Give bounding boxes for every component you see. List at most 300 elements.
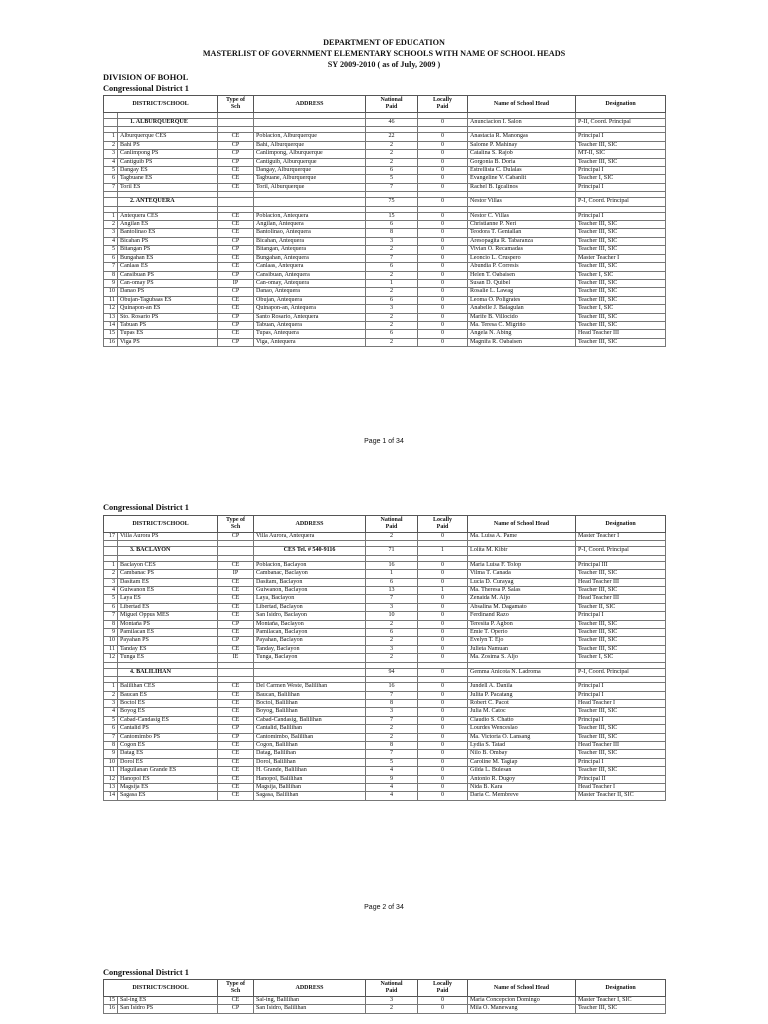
locally-paid: 0 [418,246,468,254]
table-row [104,296,666,304]
locally-paid: 0 [418,212,468,220]
row-number: 12 [104,775,118,783]
school-name: Sal-ing ES [118,997,218,1005]
locally-paid: 0 [418,133,468,141]
table-row [104,1005,666,1013]
school-head: Marife B. Villocido [468,313,576,321]
address: Tabuan, Antequera [254,321,366,329]
table-row [104,733,666,741]
school-head: Gemma Anicota N. Ladroma [468,668,576,676]
division-label: DIVISION OF BOHOL [103,73,189,82]
national-paid: 46 [366,119,418,127]
locally-paid: 0 [418,229,468,237]
address: Tupas, Antequera [254,330,366,338]
district-summary-row [104,547,666,555]
national-paid: 13 [366,587,418,595]
table-row [104,263,666,271]
row-number: 5 [104,246,118,254]
address: Danao, Antequera [254,288,366,296]
school-name: Angilan ES [118,221,218,229]
row-number: 5 [104,167,118,175]
designation: Teacher III, SIC [576,237,666,245]
designation: Teacher I, SIC [576,271,666,279]
row-number: 2 [104,570,118,578]
row-number: 2 [104,691,118,699]
designation: Teacher III, SIC [576,637,666,645]
address: Datag, Balilihan [254,750,366,758]
school-type: CE [218,767,254,775]
school-head: Claudio S. Chatto [468,716,576,724]
school-type: CE [218,183,254,191]
district-summary-row [104,198,666,206]
designation: Teacher III, SIC [576,158,666,166]
row-number: 4 [104,158,118,166]
school-type: CE [218,578,254,586]
address: Dorol, Balilihan [254,758,366,766]
table-row [104,603,666,611]
school-head: Rachel B. Igcalinos [468,183,576,191]
school-head: Ma. Teresa C. Migriño [468,321,576,329]
row-number: 16 [104,338,118,346]
school-type: CE [218,296,254,304]
school-head: Evangeline V. Cabanlit [468,175,576,183]
address: Guiwanon, Baclayon [254,587,366,595]
school-name: Obujan-Tagubaas ES [118,296,218,304]
school-type: CP [218,338,254,346]
table-row [104,229,666,237]
school-head: Caroline M. Tagiap [468,758,576,766]
address: San Isidro, Balilihan [254,1005,366,1013]
table-row [104,533,666,541]
school-type: CP [218,313,254,321]
address: Boctol, Balilihan [254,699,366,707]
address: Obujan, Antequera [254,296,366,304]
designation: Teacher I, SIC [576,654,666,662]
school-head: Ferdinand Razo [468,612,576,620]
school-name: Boctol ES [118,699,218,707]
school-name: Laya ES [118,595,218,603]
address: Dangay, Alburquerque [254,167,366,175]
designation: Teacher III, SIC [576,725,666,733]
address: Del Carmen Weste, Balilihan [254,683,366,691]
school-head: Nestor Villas [468,198,576,206]
col-header-address: ADDRESS [254,516,366,533]
locally-paid: 0 [418,775,468,783]
row-number: 7 [104,263,118,271]
address: San Isidro, Baclayon [254,612,366,620]
table-row [104,741,666,749]
address: Poblacion, Antequera [254,212,366,220]
school-head: Salome P. Mahinay [468,141,576,149]
designation: Teacher III, SIC [576,570,666,578]
designation: Teacher III, SIC [576,733,666,741]
national-paid: 2 [366,637,418,645]
row-number: 6 [104,725,118,733]
col-header-designation: Designation [576,96,666,113]
row-number: 9 [104,750,118,758]
address: Canlaas, Antequera [254,263,366,271]
row-number: 3 [104,699,118,707]
school-type: CE [218,603,254,611]
district-name: 4. BALILIHAN [118,668,218,676]
school-type: CP [218,271,254,279]
school-head: Anastacia R. Manongas [468,133,576,141]
school-head: Helen T. Oabaisen [468,271,576,279]
school-type: CP [218,620,254,628]
school-name: Dorol ES [118,758,218,766]
row-number: 17 [104,533,118,541]
table-row [104,221,666,229]
national-paid: 15 [366,212,418,220]
row-number: 14 [104,792,118,800]
row-number: 5 [104,716,118,724]
col-header-school-head: Name of School Head [468,96,576,113]
school-type: CE [218,587,254,595]
school-type: CP [218,1005,254,1013]
row-number [104,547,118,555]
locally-paid: 0 [418,279,468,287]
national-paid: 3 [366,603,418,611]
national-paid: 4 [366,767,418,775]
school-name: Hanopol ES [118,775,218,783]
school-type: CE [218,561,254,569]
col-header-address: ADDRESS [254,96,366,113]
locally-paid: 0 [418,637,468,645]
school-name: Cambanac PS [118,570,218,578]
school-type: CP [218,288,254,296]
row-number: 6 [104,175,118,183]
table-row [104,997,666,1005]
school-type: IP [218,570,254,578]
school-name: Guiwanon ES [118,587,218,595]
schools-table [103,979,666,1014]
col-header-district-school: DISTRICT/SCHOOL [104,516,218,533]
row-number: 8 [104,741,118,749]
table-row [104,246,666,254]
designation: Teacher III, SIC [576,279,666,287]
school-head: Lydia S. Tatad [468,741,576,749]
address: Cogon, Balilihan [254,741,366,749]
national-paid: 6 [366,296,418,304]
school-name: Baclayon CES [118,561,218,569]
national-paid: 3 [366,645,418,653]
school-name: Dasitam ES [118,578,218,586]
address: Angilan, Antequera [254,221,366,229]
designation: Principal I [576,691,666,699]
school-type: CE [218,708,254,716]
row-number: 15 [104,330,118,338]
school-name: Bungahan ES [118,254,218,262]
school-name: Payahan PS [118,637,218,645]
national-paid: 1 [366,279,418,287]
national-paid: 94 [366,668,418,676]
school-type: CE [218,212,254,220]
locally-paid: 0 [418,175,468,183]
row-number: 7 [104,183,118,191]
school-head: Maria Luisa F. Tolop [468,561,576,569]
school-head: Lucia D. Curayag [468,578,576,586]
address: Canlimpong, Alburquerque [254,150,366,158]
school-name: Dangay ES [118,167,218,175]
locally-paid: 0 [418,570,468,578]
national-paid: 10 [366,612,418,620]
row-number: 6 [104,254,118,262]
national-paid: 7 [366,691,418,699]
table-row [104,683,666,691]
locally-paid: 0 [418,296,468,304]
national-paid: 6 [366,578,418,586]
locally-paid: 0 [418,654,468,662]
district-summary-row [104,119,666,127]
school-name: Pamilacan ES [118,629,218,637]
district-name: 3. BACLAYON [118,547,218,555]
school-type: IE [218,654,254,662]
locally-paid: 0 [418,321,468,329]
school-head: Teresita P. Agbon [468,620,576,628]
address: Quinapon-an, Antequera [254,305,366,313]
designation: Principal I [576,683,666,691]
designation: Teacher I, SIC [576,305,666,313]
school-name: Tanday ES [118,645,218,653]
school-head: Christianne P. Neri [468,221,576,229]
national-paid: 16 [366,561,418,569]
school-name: Cantomimbo PS [118,733,218,741]
designation: P-I, Coord. Principal [576,198,666,206]
table-row [104,716,666,724]
school-name: Alburquerque CES [118,133,218,141]
locally-paid: 0 [418,629,468,637]
row-number: 1 [104,212,118,220]
school-type: IP [218,279,254,287]
designation: Teacher III, SIC [576,629,666,637]
school-type [218,119,254,127]
designation: Teacher III, SIC [576,620,666,628]
school-head: Vivian O. Recamadas [468,246,576,254]
locally-paid: 0 [418,305,468,313]
doc-title-line3: SY 2009-2010 ( as of July, 2009 ) [327,60,441,69]
locally-paid: 0 [418,221,468,229]
school-type: CE [218,263,254,271]
address: Viga, Antequera [254,338,366,346]
designation: Principal I [576,183,666,191]
national-paid: 2 [366,158,418,166]
locally-paid: 0 [418,725,468,733]
table-row [104,330,666,338]
designation: Head Teacher III [576,330,666,338]
col-header-national-paid: National Paid [366,980,418,997]
table-row [104,578,666,586]
address: Santo Rosario, Antequera [254,313,366,321]
locally-paid: 0 [418,561,468,569]
school-head: Nilo B. Ombay [468,750,576,758]
table-row [104,645,666,653]
national-paid: 3 [366,708,418,716]
national-paid: 2 [366,725,418,733]
locally-paid: 0 [418,997,468,1005]
national-paid: 2 [366,733,418,741]
row-number: 2 [104,141,118,149]
school-type: CE [218,629,254,637]
school-head: Leoncio L. Cruspero [468,254,576,262]
school-type: CE [218,783,254,791]
locally-paid: 0 [418,578,468,586]
locally-paid: 0 [418,141,468,149]
col-header-district-school: DISTRICT/SCHOOL [104,980,218,997]
designation: Teacher II, SIC [576,603,666,611]
locally-paid: 0 [418,254,468,262]
table-row [104,150,666,158]
school-type [218,668,254,676]
locally-paid: 0 [418,612,468,620]
table-row [104,750,666,758]
locally-paid: 0 [418,237,468,245]
table-row [104,654,666,662]
row-number: 10 [104,637,118,645]
table-row [104,570,666,578]
designation: Teacher III, SIC [576,288,666,296]
national-paid: 6 [366,221,418,229]
national-paid: 6 [366,167,418,175]
locally-paid: 0 [418,783,468,791]
locally-paid: 0 [418,338,468,346]
school-head: Rosalie L. Lawag [468,288,576,296]
school-name: Cogon ES [118,741,218,749]
table-row [104,612,666,620]
row-number: 1 [104,133,118,141]
col-header-type: Type of Sch [218,96,254,113]
national-paid: 75 [366,198,418,206]
locally-paid: 0 [418,150,468,158]
school-name: Montaña PS [118,620,218,628]
school-head: Julia M. Catoc [468,708,576,716]
national-paid: 6 [366,629,418,637]
school-type: CE [218,699,254,707]
address: Dasitam, Baclayon [254,578,366,586]
designation: Teacher III, SIC [576,229,666,237]
school-name: Miguel Oppus MES [118,612,218,620]
designation: Teacher III, SIC [576,221,666,229]
table-row [104,792,666,800]
row-number: 8 [104,620,118,628]
designation: Teacher III, SIC [576,338,666,346]
school-head: Gorgonia B. Doria [468,158,576,166]
address: Tunga, Baclayon [254,654,366,662]
table-row [104,271,666,279]
locally-paid: 0 [418,620,468,628]
school-head: Estrellista C. Dulalas [468,167,576,175]
school-type: CP [218,158,254,166]
table-row [104,775,666,783]
row-number: 4 [104,237,118,245]
school-name: Tagbuane ES [118,175,218,183]
address: Payahan, Baclayon [254,637,366,645]
row-number: 2 [104,221,118,229]
row-number: 5 [104,595,118,603]
national-paid: 7 [366,716,418,724]
designation: Principal I [576,716,666,724]
table-row [104,237,666,245]
row-number: 11 [104,767,118,775]
national-paid: 7 [366,183,418,191]
table-row [104,321,666,329]
national-paid: 1 [366,570,418,578]
table-row [104,141,666,149]
locally-paid: 0 [418,603,468,611]
school-type: CE [218,133,254,141]
school-head: Julieta Namuan [468,645,576,653]
col-header-type: Type of Sch [218,516,254,533]
school-head: Mila O. Manewang [468,1005,576,1013]
school-type: CE [218,716,254,724]
schools-table [103,95,666,347]
school-head: Teodora T. Gentallan [468,229,576,237]
national-paid: 3 [366,237,418,245]
national-paid: 2 [366,321,418,329]
district-name: 1. ALBURQUERQUE [118,119,218,127]
school-name: Libertad ES [118,603,218,611]
table-row [104,167,666,175]
school-head: Anunciacion I. Salon [468,119,576,127]
table-row [104,561,666,569]
school-head: Gilda L. Bulesan [468,767,576,775]
table-row [104,133,666,141]
school-type: CP [218,733,254,741]
row-number: 16 [104,1005,118,1013]
national-paid: 7 [366,750,418,758]
table-row [104,708,666,716]
designation: Teacher III, SIC [576,141,666,149]
address: Tanday, Baclayon [254,645,366,653]
address: Cantalid, Balilihan [254,725,366,733]
col-header-address: ADDRESS [254,980,366,997]
school-head: Abundia P. Corresis [468,263,576,271]
table-row [104,629,666,637]
school-name: Haguilanan Grande ES [118,767,218,775]
address: Bungahan, Antequera [254,254,366,262]
school-type: CE [218,997,254,1005]
page-footer: Page 2 of 34 [364,904,404,911]
school-name: Sto. Rosario PS [118,313,218,321]
address: Sagasa, Balilihan [254,792,366,800]
table-row [104,279,666,287]
row-number: 7 [104,612,118,620]
designation: Head Teacher III [576,595,666,603]
address: Bahi, Alburquerque [254,141,366,149]
national-paid: 71 [366,547,418,555]
school-name: Tupas ES [118,330,218,338]
national-paid: 5 [366,758,418,766]
row-number: 4 [104,708,118,716]
table-row [104,758,666,766]
designation: Teacher III, SIC [576,587,666,595]
designation: P-I, Coord. Principal [576,547,666,555]
school-head: Absalina M. Dagamato [468,603,576,611]
school-type: CP [218,246,254,254]
school-name: Villa Aurora PS [118,533,218,541]
address: Magsija, Balilihan [254,783,366,791]
school-type: CE [218,229,254,237]
school-head: Ma. Theresa P. Salas [468,587,576,595]
table-row [104,725,666,733]
col-header-national-paid: National Paid [366,96,418,113]
locally-paid: 0 [418,733,468,741]
row-number: 6 [104,603,118,611]
col-header-district-school: DISTRICT/SCHOOL [104,96,218,113]
school-head: Evelyn T. Ejo [468,637,576,645]
national-paid: 2 [366,313,418,321]
table-row [104,767,666,775]
row-number: 8 [104,271,118,279]
